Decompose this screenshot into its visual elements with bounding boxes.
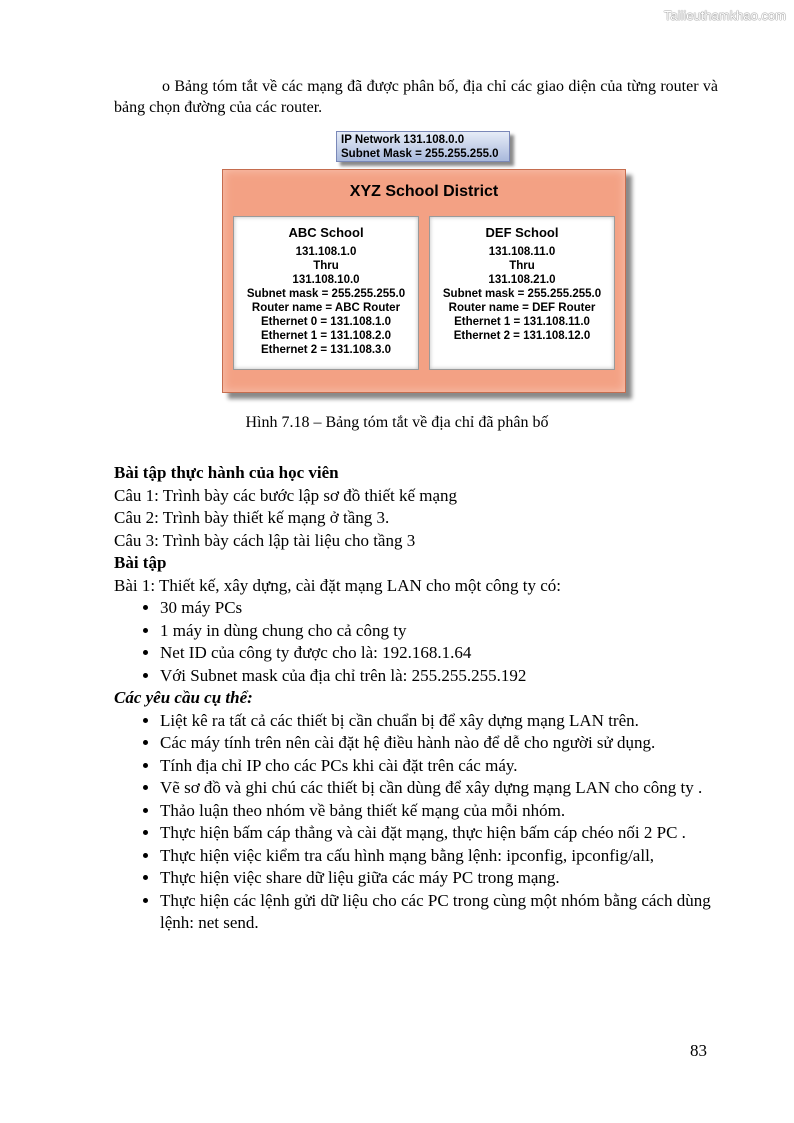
district-title: XYZ School District (349, 183, 499, 200)
question: Câu 2: Trình bày thiết kế mạng ở tầng 3. (114, 508, 390, 527)
list-item: • Thực hiện việc share dữ liệu giữa các máy PC trong mạng. (160, 867, 718, 890)
school-line: Router name = ABC Router (251, 302, 401, 314)
school-line: Thru (509, 260, 535, 272)
school-details (430, 245, 614, 343)
district-box (222, 169, 626, 393)
list-item: • 30 máy PCs (160, 597, 718, 620)
main-content (114, 462, 718, 935)
list-item: • Các máy tính trên nên cài đặt hệ điều hành nào để dễ cho người sử dụng. (160, 732, 718, 755)
school-line: Ethernet 1 = 131.108.2.0 (260, 330, 392, 342)
network-address: IP Network 131.108.0.0 (341, 134, 465, 146)
practice-heading: Bài tập thực hành của học viên (114, 463, 339, 482)
list-item: • Thực hiện việc kiểm tra cấu hình mạng bằng lệnh: ipconfig, ipconfig/all, (160, 845, 718, 868)
school-line: 131.108.10.0 (292, 274, 360, 286)
exercise-heading: Bài tập (114, 553, 167, 572)
list-item: • Liệt kê ra tất cả các thiết bị cần chuẩn bị để xây dựng mạng LAN trên. (160, 710, 718, 733)
figure-caption: Hình 7.18 – Bảng tóm tắt về địa chỉ đã phân bố (245, 414, 549, 431)
network-subnet-mask: Subnet Mask = 255.255.255.0 (341, 148, 499, 160)
school-box-abc (233, 216, 419, 370)
school-line: Ethernet 2 = 131.108.12.0 (453, 330, 591, 342)
requirements-heading: Các yêu cầu cụ thể: (114, 688, 253, 707)
list-item: • Với Subnet mask của địa chỉ trên là: 255.255.255.192 (160, 665, 718, 688)
school-line: 131.108.21.0 (488, 274, 556, 286)
requirements-list (114, 710, 718, 935)
question: Câu 3: Trình bày cách lập tài liệu cho tầng 3 (114, 530, 416, 550)
school-line: Subnet mask = 255.255.255.0 (442, 288, 602, 300)
school-line: Router name = DEF Router (448, 302, 596, 314)
school-line: Ethernet 1 = 131.108.11.0 (454, 316, 590, 328)
list-item: • Vẽ sơ đồ và ghi chú các thiết bị cần dùng để xây dựng mạng LAN cho công ty . (160, 777, 718, 800)
school-line: 131.108.1.0 (295, 246, 357, 258)
school-line: Subnet mask = 255.255.255.0 (246, 288, 406, 300)
network-info-box (336, 131, 510, 162)
school-line: 131.108.11.0 (488, 246, 556, 258)
list-item: • Net ID của công ty được cho là: 192.168.1.64 (160, 642, 718, 665)
question: Câu 1: Trình bày các bước lập sơ đồ thiết kế mạng (114, 485, 458, 505)
list-item: • Thực hiện các lệnh gửi dữ liệu cho các PC trong cùng một nhóm bằng cách dùng lệnh: net send. (160, 890, 718, 935)
list-item: • Thực hiện bấm cáp thẳng và cài đặt mạng, thực hiện bấm cáp chéo nối 2 PC . (160, 822, 718, 845)
exercise-intro: Bài 1: Thiết kế, xây dựng, cài đặt mạng LAN cho một công ty có: (114, 575, 562, 595)
intro-paragraph: o Bảng tóm tắt về các mạng đã được phân bố, địa chỉ các giao diện của từng router và bảng chọn đường của các router. (114, 78, 718, 116)
school-box-def (429, 216, 615, 370)
list-item: • 1 máy in dùng chung cho cả công ty (160, 620, 718, 643)
watermark: Tailieuthamkhao.com (663, 8, 786, 23)
school-line: Thru (313, 260, 339, 272)
exercise-item-list (114, 597, 718, 687)
school-title: DEF School (485, 225, 559, 240)
school-line: Ethernet 2 = 131.108.3.0 (260, 344, 392, 356)
school-title: ABC School (288, 225, 364, 240)
list-item: • Tính địa chỉ IP cho các PCs khi cài đặt trên các máy. (160, 755, 718, 778)
school-line: Ethernet 0 = 131.108.1.0 (260, 316, 392, 328)
page-number: 83 (690, 1041, 707, 1060)
list-item: • Thảo luận theo nhóm về bảng thiết kế mạng của mỗi nhóm. (160, 800, 718, 823)
school-details (234, 245, 418, 357)
